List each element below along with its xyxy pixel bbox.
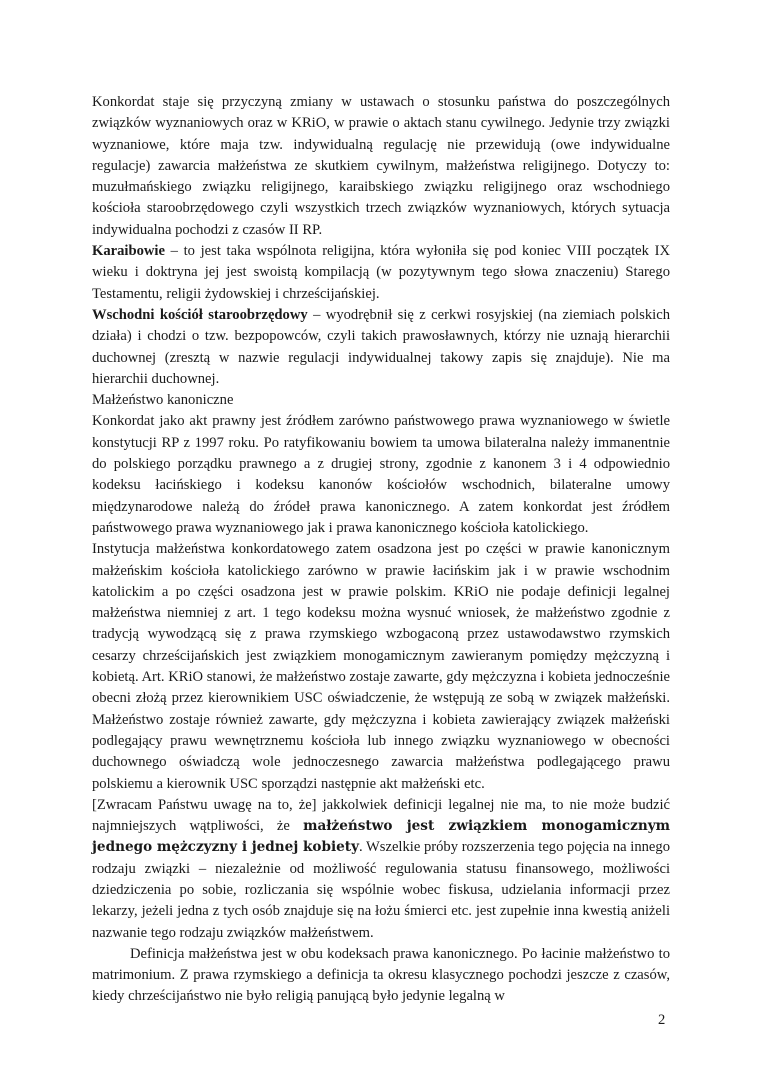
paragraph-concordat-changes: Konkordat staje się przyczyną zmiany w ustawach o stosunku państwa do poszczególnych związków wyznaniowych oraz w KRiO, w prawie o aktach stanu cywilnego. Jedynie trzy związki wyznaniowe, które maja tzw. indywidualną regulację nie przewidują (owe indywidualne regulacje) zawarcia małżeństwa ze skutkiem cywilnym, małżeństwa religijnego. Dotyczy to: muzułmańskiego związku religijnego, karaibskiego związku religijnego oraz wschodniego kościoła staroobrzędowego czyli wszystkich trzech związków wyznaniowych, których sytuacja indywidualna pochodzi z czasów II RP. [92,94,670,238]
paragraph-karaites [92,241,670,305]
paragraph-concordat-marriage: Instytucja małżeństwa konkordatowego zatem osadzona jest po części w prawie kanonicznym małżeńskim kościoła katolickiego zarówno w prawie łacińskim jak i w prawie wschodnim katolickim a po części osadzona jest w prawie polskim. KRiO nie podaje definicji legalnej małżeństwa niemniej z art. 1 tego kodeksu można wysnuć wniosek, że małżeństwo zgodnie z tradycją wywodzącą się z prawa rzymskiego wzbogaconą przez ustawodawstwo rzymskich cesarzy chrześcijańskich jest związkiem monogamicznym zawieranym pomiędzy mężczyzną i kobietą. Art. KRiO stanowi, że małżeństwo zostaje zawarte, gdy mężczyzna i kobieta jednocześnie obecni złożą przez kierownikiem USC oświadczenie, że wstępują ze sobą w związek małżeński. Małżeństwo zostaje również zawarte, gdy mężczyzna i kobieta zawierający związek małżeński podlegający prawu wewnętrznemu kościoła lub innego związku wyznaniowego w obecności duchownego oświadczą wole jednoczesnego zawarcia małżeństwa podlegającego prawu polskiemu a kierownik USC sporządzi następnie akt małżeński etc. [92,541,670,792]
paragraph-marriage-definition-end: . Wszelkie próby rozszerzenia tego pojęcia na innego rodzaju związki – niezależnie od możliwość regulowania statusu finansowego, możliwości dziedziczenia po sobie, rozliczania się wspólnie wobec fiskusa, udzielania informacji przez lekarzy, jeżeli jedna z tych osób znajduje się na łożu śmierci etc. jest zupełnie inna kwestią aniżeli nazwanie tego rodzaju związków małżeństwem. [92,839,670,941]
paragraph-marriage-definition [92,795,670,944]
emphasis-monogamous-union: małżeństwo jest związkiem monogamicznym jednego mężczyzny i jednej kobiety [92,818,670,856]
paragraph-canonical-definition: Definicja małżeństwa jest w obu kodeksach prawa kanonicznego. Po łacinie małżeństwo to matrimonium. Z prawa rzymskiego a definicja ta okresu klasycznego pochodzi jeszcze z czasów, kiedy chrześcijaństwo nie było religią panującą było jedynie legalną w [92,945,670,1005]
paragraph-old-believers [92,305,670,390]
paragraph-concordat-source: Konkordat jako akt prawny jest źródłem zarówno państwowego prawa wyznaniowego w świetle konstytucji RP z 1997 roku. Po ratyfikowaniu bowiem ta umowa bilateralna należy immanentnie do polskiego porządku prawnego a z drugiej strony, zgodnie z kanonem 3 i 4 odpowiednio kodeksu łacińskiego i kodeksu kanonów kościołów wschodnich, bilateralne umowy międzynarodowe należą do źródeł prawa kanonicznego. A zatem konkordat jest źródłem państwowego prawa wyznaniowego jak i prawa kanonicznego kościoła katolickiego. [92,413,670,536]
paragraph-old-believers-text: – wyodrębnił się z cerkwi rosyjskiej (na ziemiach polskich działa) i chodzi o tzw. bezpopowców, czyli takich prawosławnych, którzy nie uznają hierarchii duchownej (zresztą w nazwie regulacji indywidualnej takowy zapis się znajduje). Nie ma hierarchii duchownej. [92,306,670,387]
page-number: 2 [658,1012,666,1028]
document-body [92,92,670,1008]
term-wschodni-kosciol: Wschodni kościół staroobrzędowy [92,306,308,323]
paragraph-marriage-definition-start: [Zwracam Państwu uwagę na to, że] jakkolwiek definicji legalnej nie ma, to nie może budzić najmniejszych wątpliwości, że [92,796,670,835]
section-heading-canonical-marriage: Małżeństwo kanoniczne [92,392,234,409]
paragraph-karaites-text: – to jest taka wspólnota religijna, która wyłoniła się pod koniec VIII początek IX wieku i doktryna jej jest swoistą kompilacją (w pozytywnym tego słowa znaczeniu) Starego Testamentu, religii żydowskiej i chrześcijańskiej. [92,243,670,302]
term-karaibowie: Karaibowie [92,243,165,260]
